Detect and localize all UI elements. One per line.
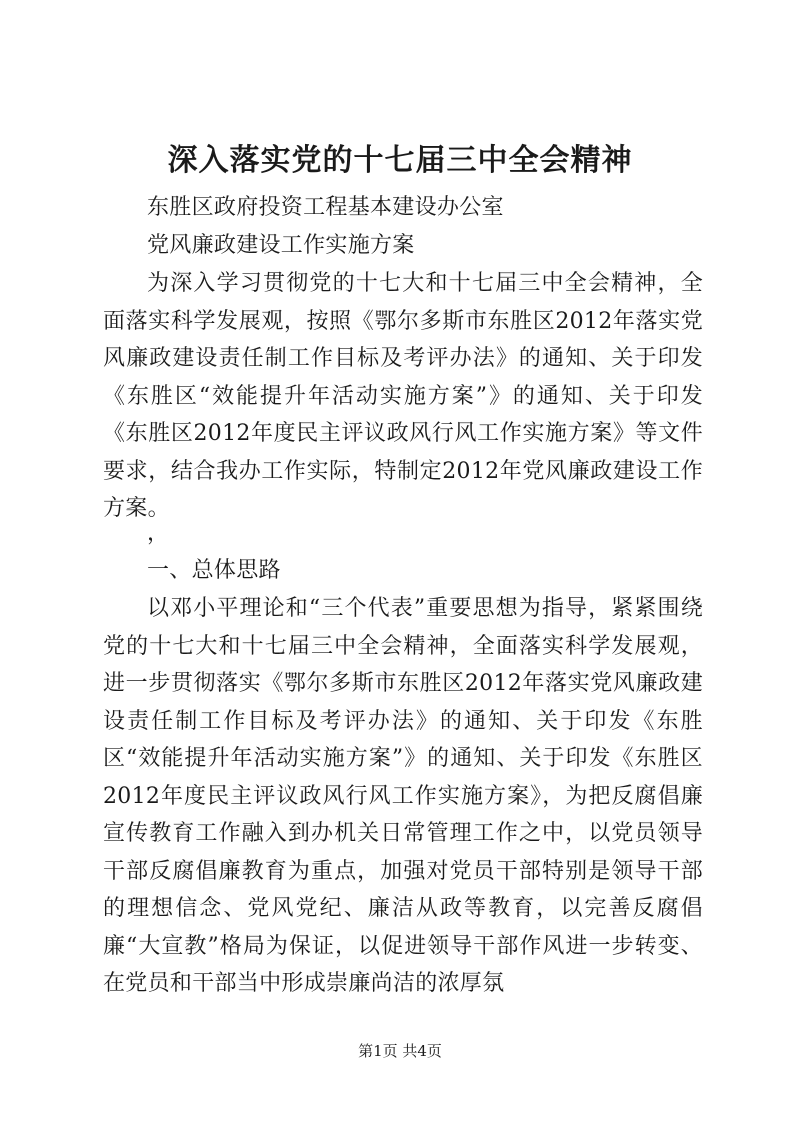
plan-title: 党风廉政建设工作实施方案 [147,233,415,258]
document-title: 深入落实党的十七届三中全会精神 [167,143,633,178]
section-one-paragraph: 以邓小平理论和“三个代表”重要思想为指导，紧紧围绕党的十七大和十七届三中全会精神，全面落实科学发展观，进一步贯彻落实《鄂尔多斯市东胜区2012年落实党风廉政建设责任制工作目标及考评办法》的通知、关于印发《东胜区“效能提升年活动实施方案”》的通知、关于印发《东胜区2012年度民主评议政风行风工作实施方案》，为把反腐倡廉宣传教育工作融入到办机关日常管理工作之中，以党员领导干部反腐倡廉教育为重点，加强对党员干部特别是领导干部的理想信念、党风党纪、廉洁从政等教育，以完善反腐倡廉“大宣教”格局为保证，以促进领导干部作风进一步转变、在党员和干部当中形成崇廉尚洁的浓厚氛 [103,596,703,996]
page-indicator: 第1页 共4页 [358,1042,442,1060]
stray-mark: ， [147,521,170,546]
intro-paragraph: 为深入学习贯彻党的十七大和十七届三中全会精神，全面落实科学发展观，按照《鄂尔多斯市东胜区2012年落实党风廉政建设责任制工作目标及考评办法》的通知、关于印发《东胜区“效能提升年活动实施方案”》的通知、关于印发《东胜区2012年度民主评议政风行风工作实施方案》等文件要求，结合我办工作实际，特制定2012年党风廉政建设工作方案。 [103,271,703,521]
office-name: 东胜区政府投资工程基本建设办公室 [147,195,504,220]
section-one-heading: 一、总体思路 [147,558,281,583]
